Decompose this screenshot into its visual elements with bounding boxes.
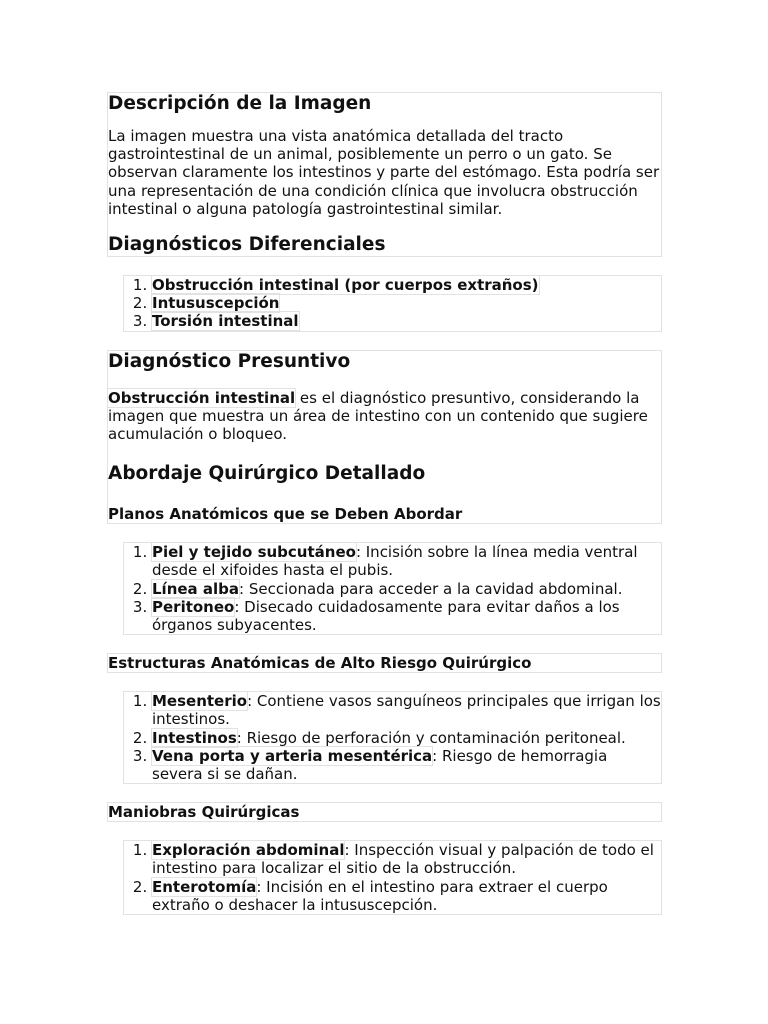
item-term: Intestinos [152, 728, 237, 747]
risk-title: Estructuras Anatómicas de Alto Riesgo Quirúrgico [108, 654, 532, 673]
item-text: : Inspección visual y palpación de todo el intestino para localizar el sitio de la obstrucción. [152, 841, 654, 878]
list-item [152, 747, 661, 783]
list-item [152, 598, 661, 634]
item-text: : Riesgo de hemorragia severa si se dañan. [152, 746, 608, 784]
list-item [152, 729, 661, 747]
list-item [152, 294, 661, 312]
differential-item: Torsión intestinal [152, 312, 299, 331]
differentials-title: Diagnósticos Diferenciales [108, 234, 386, 256]
item-term: Mesenterio [152, 692, 248, 711]
differential-item: Intususcepción [152, 294, 280, 313]
list-item [152, 841, 661, 877]
differentials-list [123, 275, 662, 332]
item-text: : Incisión en el intestino para extraer el cuerpo extraño o deshacer la intususcepción. [152, 877, 608, 914]
item-term: Piel y tejido subcutáneo [152, 543, 356, 562]
description-text: La imagen muestra una vista anatómica detallada del tracto gastrointestinal de un animal, posiblemente un perro o un gato. Se observan claramente los intestinos y parte del estómago. Esta podría ser una representación de una condición clínica que involucra obstrucción intestinal o alguna patología gastrointestinal similar. [108, 127, 660, 218]
description-title: Descripción de la Imagen [108, 93, 372, 114]
list-item [152, 580, 661, 598]
maneuvers-title: Maniobras Quirúrgicas [108, 803, 300, 822]
planes-list [123, 542, 662, 635]
maneuvers-list [123, 840, 662, 915]
description-section [107, 92, 662, 257]
list-item [152, 878, 661, 914]
presumptive-title: Diagnóstico Presuntivo [108, 350, 351, 372]
item-text: : Seccionada para acceder a la cavidad abdominal. [239, 579, 623, 598]
item-text: : Contiene vasos sanguíneos principales que irrigan los intestinos. [152, 692, 661, 729]
list-item [152, 543, 661, 579]
list-item [152, 692, 661, 728]
item-term: Enterotomía [152, 877, 257, 896]
list-item [152, 312, 661, 330]
list-item [152, 276, 661, 294]
surgery-title: Abordaje Quirúrgico Detallado [108, 463, 426, 485]
presumptive-body: es el diagnóstico presuntivo, considerando la imagen que muestra un área de intestino con un contenido que sugiere acumulación o bloqueo. [108, 388, 648, 444]
item-term: Vena porta y arteria mesentérica [152, 746, 433, 765]
presumptive-section [107, 350, 662, 525]
item-text: : Disecado cuidadosamente para evitar daños a los órganos subyacentes. [152, 597, 620, 635]
item-text: : Riesgo de perforación y contaminación peritoneal. [236, 728, 626, 747]
item-term: Peritoneo [152, 597, 235, 616]
risk-list [123, 691, 662, 784]
risk-heading-box [107, 653, 662, 673]
planes-title: Planos Anatómicos que se Deben Abordar [108, 505, 463, 524]
item-term: Exploración abdominal [152, 841, 345, 860]
differential-item: Obstrucción intestinal (por cuerpos extraños) [152, 276, 539, 295]
item-text: : Incisión sobre la línea media ventral desde el xifoides hasta el pubis. [152, 543, 638, 580]
maneuvers-heading-box [107, 802, 662, 822]
presumptive-bold: Obstrucción intestinal [108, 388, 296, 407]
item-term: Línea alba [152, 579, 240, 598]
presumptive-text [108, 389, 661, 444]
document-page [107, 92, 662, 933]
